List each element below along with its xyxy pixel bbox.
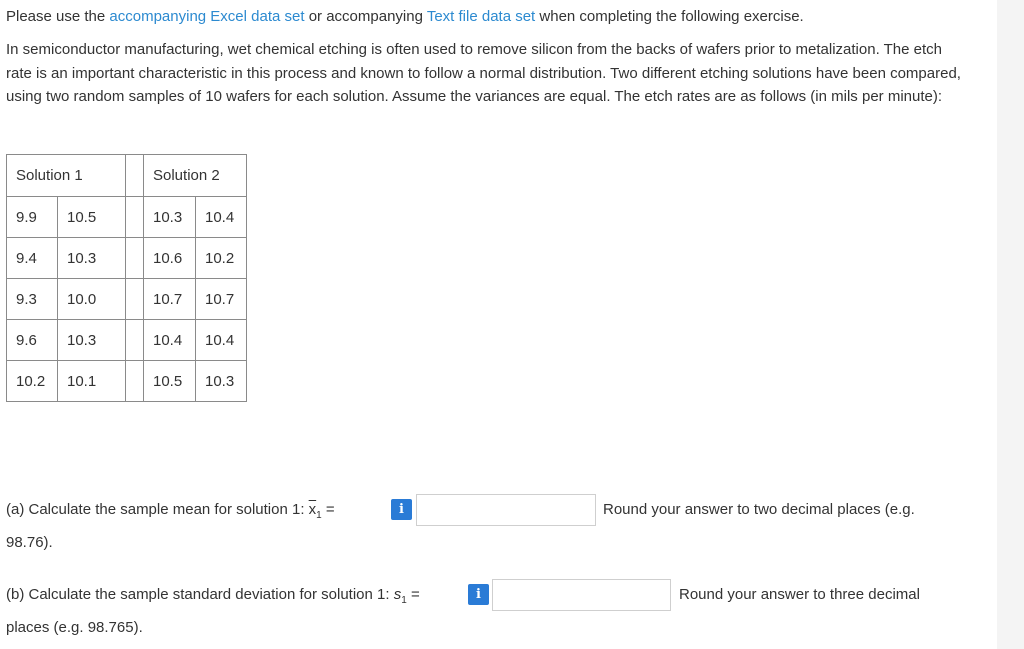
etch-rate-table xyxy=(6,154,247,402)
text-file-data-link[interactable]: Text file data set xyxy=(426,8,536,25)
x-bar-symbol: $\overline{x}$ xyxy=(308,501,317,518)
mean-answer-input[interactable] xyxy=(416,494,596,526)
intro-line: Please use the accompanying Excel data set or accompanying Text file data set when completing the following exercise. xyxy=(6,8,804,25)
table-row: 9.9 10.5 10.3 10.4 xyxy=(7,197,247,238)
std-dev-answer-input[interactable] xyxy=(492,579,671,611)
question-a-label: (a) Calculate the sample mean for solution 1: $\overline{x}_1$ = xyxy=(6,501,335,521)
question-b-round-example: places (e.g. 98.765). xyxy=(6,619,143,636)
header-solution-1: Solution 1 xyxy=(7,155,126,197)
question-a-round-instruction: Round your answer to two decimal places (e.g. xyxy=(603,501,915,518)
question-a-round-example: 98.76). xyxy=(6,534,53,551)
table-row: 9.6 10.3 10.4 10.4 xyxy=(7,320,247,361)
table-row: 9.3 10.0 10.7 10.7 xyxy=(7,279,247,320)
excel-data-link[interactable]: accompanying Excel data set xyxy=(109,8,305,25)
right-scroll-gutter xyxy=(997,0,1024,649)
info-icon[interactable]: i xyxy=(468,584,489,605)
table-row: 10.2 10.1 10.5 10.3 xyxy=(7,361,247,402)
info-icon[interactable]: i xyxy=(391,499,412,520)
table-header-row xyxy=(7,155,247,197)
s-symbol: s xyxy=(393,586,402,603)
header-solution-2: Solution 2 xyxy=(144,155,247,197)
question-b-label: (b) Calculate the sample standard deviation for solution 1: $s_1$ = xyxy=(6,586,420,606)
table-row: 9.4 10.3 10.6 10.2 xyxy=(7,238,247,279)
problem-statement: In semiconductor manufacturing, wet chemical etching is often used to remove silicon from the backs of wafers prior to metalization. The etch rate is an important characteristic in this process and known to follow a normal distribution. Two different etching solutions have been compared, using two random samples of 10 wafers for each solution. Assume the variances are equal. The etch rates are as follows (in mils per minute): xyxy=(6,41,961,106)
question-b-round-instruction: Round your answer to three decimal xyxy=(679,586,920,603)
